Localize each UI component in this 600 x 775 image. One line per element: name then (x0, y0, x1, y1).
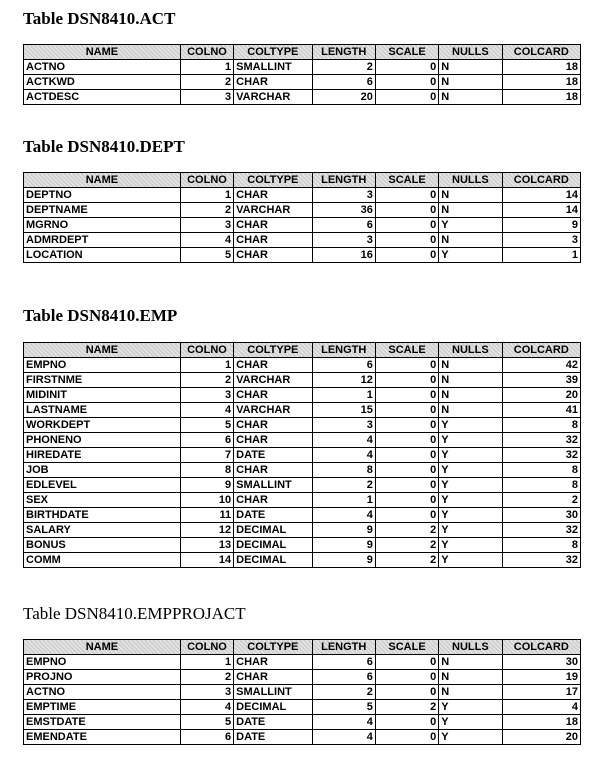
colcard-cell: 42 (502, 358, 580, 373)
column-header-colcard: COLCARD (502, 343, 580, 358)
colno-cell: 7 (180, 448, 233, 463)
colno-cell: 4 (180, 233, 233, 248)
scale-cell: 0 (375, 685, 438, 700)
coltype-cell: CHAR (234, 233, 312, 248)
scale-cell: 0 (375, 448, 438, 463)
colcard-cell: 17 (502, 685, 580, 700)
length-cell: 3 (312, 418, 375, 433)
length-cell: 15 (312, 403, 375, 418)
colcard-cell: 9 (502, 218, 580, 233)
column-header-coltype: COLTYPE (234, 640, 312, 655)
table-row (24, 508, 581, 523)
table-row (24, 523, 581, 538)
name-cell: EMENDATE (24, 730, 181, 745)
catalog-table-emp (23, 342, 581, 568)
colcard-cell: 18 (502, 60, 580, 75)
colno-cell: 11 (180, 508, 233, 523)
nulls-cell: Y (439, 478, 502, 493)
table-row (24, 433, 581, 448)
coltype-cell: SMALLINT (234, 478, 312, 493)
column-header-coltype: COLTYPE (234, 173, 312, 188)
name-cell: MIDINIT (24, 388, 181, 403)
name-cell: BIRTHDATE (24, 508, 181, 523)
length-cell: 2 (312, 60, 375, 75)
column-header-length: LENGTH (312, 343, 375, 358)
colno-cell: 3 (180, 685, 233, 700)
colcard-cell: 14 (502, 203, 580, 218)
colcard-cell: 8 (502, 418, 580, 433)
coltype-cell: CHAR (234, 75, 312, 90)
colcard-cell: 2 (502, 493, 580, 508)
length-cell: 6 (312, 358, 375, 373)
column-header-colcard: COLCARD (502, 640, 580, 655)
name-cell: DEPTNAME (24, 203, 181, 218)
scale-cell: 0 (375, 388, 438, 403)
table-row (24, 730, 581, 745)
colno-cell: 1 (180, 60, 233, 75)
colcard-cell: 19 (502, 670, 580, 685)
colno-cell: 6 (180, 433, 233, 448)
column-header-scale: SCALE (375, 45, 438, 60)
table-row (24, 60, 581, 75)
colno-cell: 5 (180, 248, 233, 263)
colno-cell: 1 (180, 358, 233, 373)
colno-cell: 5 (180, 418, 233, 433)
column-header-name: NAME (24, 45, 181, 60)
column-header-length: LENGTH (312, 45, 375, 60)
length-cell: 2 (312, 685, 375, 700)
column-header-colno: COLNO (180, 640, 233, 655)
header-row (24, 173, 581, 188)
column-header-colno: COLNO (180, 45, 233, 60)
coltype-cell: CHAR (234, 358, 312, 373)
scale-cell: 0 (375, 75, 438, 90)
coltype-cell: DATE (234, 730, 312, 745)
table-row (24, 218, 581, 233)
length-cell: 4 (312, 433, 375, 448)
column-header-nulls: NULLS (439, 640, 502, 655)
nulls-cell: N (439, 90, 502, 105)
nulls-cell: Y (439, 715, 502, 730)
colcard-cell: 32 (502, 523, 580, 538)
table-row (24, 403, 581, 418)
length-cell: 4 (312, 448, 375, 463)
scale-cell: 2 (375, 700, 438, 715)
coltype-cell: CHAR (234, 493, 312, 508)
length-cell: 9 (312, 538, 375, 553)
table-row (24, 203, 581, 218)
colcard-cell: 18 (502, 715, 580, 730)
length-cell: 8 (312, 463, 375, 478)
header-row (24, 640, 581, 655)
nulls-cell: Y (439, 448, 502, 463)
column-header-nulls: NULLS (439, 173, 502, 188)
name-cell: MGRNO (24, 218, 181, 233)
length-cell: 6 (312, 670, 375, 685)
nulls-cell: N (439, 233, 502, 248)
colno-cell: 10 (180, 493, 233, 508)
colno-cell: 9 (180, 478, 233, 493)
scale-cell: 0 (375, 493, 438, 508)
nulls-cell: N (439, 655, 502, 670)
colcard-cell: 32 (502, 433, 580, 448)
coltype-cell: VARCHAR (234, 403, 312, 418)
table-row (24, 75, 581, 90)
name-cell: EMPNO (24, 358, 181, 373)
scale-cell: 0 (375, 463, 438, 478)
column-header-name: NAME (24, 173, 181, 188)
name-cell: ADMRDEPT (24, 233, 181, 248)
name-cell: LOCATION (24, 248, 181, 263)
colno-cell: 2 (180, 373, 233, 388)
colcard-cell: 1 (502, 248, 580, 263)
length-cell: 5 (312, 700, 375, 715)
name-cell: EMSTDATE (24, 715, 181, 730)
name-cell: FIRSTNME (24, 373, 181, 388)
table-title-dept: Table DSN8410.DEPT (23, 137, 185, 156)
coltype-cell: CHAR (234, 218, 312, 233)
nulls-cell: Y (439, 553, 502, 568)
column-header-length: LENGTH (312, 173, 375, 188)
coltype-cell: CHAR (234, 188, 312, 203)
coltype-cell: CHAR (234, 248, 312, 263)
coltype-cell: DATE (234, 508, 312, 523)
length-cell: 4 (312, 508, 375, 523)
nulls-cell: N (439, 388, 502, 403)
table-row (24, 418, 581, 433)
table-row (24, 463, 581, 478)
name-cell: ACTDESC (24, 90, 181, 105)
column-header-colno: COLNO (180, 343, 233, 358)
name-cell: HIREDATE (24, 448, 181, 463)
column-header-scale: SCALE (375, 640, 438, 655)
colcard-cell: 4 (502, 700, 580, 715)
coltype-cell: CHAR (234, 418, 312, 433)
coltype-cell: VARCHAR (234, 373, 312, 388)
length-cell: 6 (312, 75, 375, 90)
name-cell: PROJNO (24, 670, 181, 685)
colno-cell: 5 (180, 715, 233, 730)
column-header-nulls: NULLS (439, 343, 502, 358)
length-cell: 9 (312, 553, 375, 568)
scale-cell: 0 (375, 248, 438, 263)
colno-cell: 2 (180, 203, 233, 218)
nulls-cell: N (439, 60, 502, 75)
name-cell: SEX (24, 493, 181, 508)
colno-cell: 12 (180, 523, 233, 538)
nulls-cell: N (439, 403, 502, 418)
nulls-cell: Y (439, 218, 502, 233)
length-cell: 12 (312, 373, 375, 388)
nulls-cell: Y (439, 700, 502, 715)
length-cell: 36 (312, 203, 375, 218)
coltype-cell: DATE (234, 715, 312, 730)
nulls-cell: Y (439, 248, 502, 263)
scale-cell: 0 (375, 730, 438, 745)
nulls-cell: Y (439, 508, 502, 523)
column-header-coltype: COLTYPE (234, 45, 312, 60)
table-row (24, 233, 581, 248)
colcard-cell: 3 (502, 233, 580, 248)
name-cell: ACTKWD (24, 75, 181, 90)
colno-cell: 3 (180, 90, 233, 105)
name-cell: SALARY (24, 523, 181, 538)
nulls-cell: Y (439, 730, 502, 745)
column-header-length: LENGTH (312, 640, 375, 655)
colno-cell: 1 (180, 655, 233, 670)
colno-cell: 13 (180, 538, 233, 553)
coltype-cell: DATE (234, 448, 312, 463)
colcard-cell: 32 (502, 553, 580, 568)
scale-cell: 2 (375, 523, 438, 538)
name-cell: LASTNAME (24, 403, 181, 418)
name-cell: DEPTNO (24, 188, 181, 203)
column-header-colno: COLNO (180, 173, 233, 188)
length-cell: 3 (312, 233, 375, 248)
column-header-scale: SCALE (375, 343, 438, 358)
length-cell: 16 (312, 248, 375, 263)
column-header-name: NAME (24, 343, 181, 358)
nulls-cell: N (439, 358, 502, 373)
coltype-cell: CHAR (234, 433, 312, 448)
length-cell: 20 (312, 90, 375, 105)
table-row (24, 685, 581, 700)
catalog-table-act (23, 44, 581, 105)
table-row (24, 478, 581, 493)
colcard-cell: 41 (502, 403, 580, 418)
table-title-act: Table DSN8410.ACT (23, 9, 176, 28)
header-row (24, 45, 581, 60)
coltype-cell: CHAR (234, 670, 312, 685)
table-row (24, 248, 581, 263)
table-row (24, 670, 581, 685)
table-row (24, 448, 581, 463)
coltype-cell: VARCHAR (234, 203, 312, 218)
scale-cell: 0 (375, 60, 438, 75)
colno-cell: 4 (180, 700, 233, 715)
nulls-cell: N (439, 373, 502, 388)
colcard-cell: 8 (502, 478, 580, 493)
name-cell: PHONENO (24, 433, 181, 448)
coltype-cell: SMALLINT (234, 685, 312, 700)
coltype-cell: VARCHAR (234, 90, 312, 105)
scale-cell: 0 (375, 233, 438, 248)
scale-cell: 0 (375, 655, 438, 670)
table-row (24, 538, 581, 553)
length-cell: 6 (312, 218, 375, 233)
column-header-colcard: COLCARD (502, 45, 580, 60)
scale-cell: 0 (375, 358, 438, 373)
colcard-cell: 32 (502, 448, 580, 463)
table-row (24, 700, 581, 715)
scale-cell: 2 (375, 553, 438, 568)
table-row (24, 493, 581, 508)
column-header-scale: SCALE (375, 173, 438, 188)
nulls-cell: Y (439, 493, 502, 508)
nulls-cell: Y (439, 418, 502, 433)
coltype-cell: CHAR (234, 388, 312, 403)
table-title-empprojact: Table DSN8410.EMPPROJACT (23, 604, 246, 623)
nulls-cell: Y (439, 463, 502, 478)
table-row (24, 373, 581, 388)
colno-cell: 4 (180, 403, 233, 418)
coltype-cell: DECIMAL (234, 538, 312, 553)
table-row (24, 358, 581, 373)
scale-cell: 0 (375, 715, 438, 730)
scale-cell: 0 (375, 508, 438, 523)
length-cell: 1 (312, 388, 375, 403)
scale-cell: 0 (375, 403, 438, 418)
colno-cell: 2 (180, 75, 233, 90)
scale-cell: 2 (375, 538, 438, 553)
name-cell: BONUS (24, 538, 181, 553)
column-header-nulls: NULLS (439, 45, 502, 60)
length-cell: 9 (312, 523, 375, 538)
catalog-table-empprojact (23, 639, 581, 745)
name-cell: JOB (24, 463, 181, 478)
name-cell: EMPNO (24, 655, 181, 670)
table-row (24, 715, 581, 730)
colno-cell: 14 (180, 553, 233, 568)
scale-cell: 0 (375, 188, 438, 203)
column-header-name: NAME (24, 640, 181, 655)
colcard-cell: 18 (502, 90, 580, 105)
nulls-cell: N (439, 203, 502, 218)
nulls-cell: Y (439, 538, 502, 553)
header-row (24, 343, 581, 358)
scale-cell: 0 (375, 433, 438, 448)
colno-cell: 8 (180, 463, 233, 478)
colcard-cell: 39 (502, 373, 580, 388)
table-row (24, 388, 581, 403)
catalog-table-dept (23, 172, 581, 263)
coltype-cell: DECIMAL (234, 553, 312, 568)
colcard-cell: 8 (502, 463, 580, 478)
nulls-cell: N (439, 188, 502, 203)
scale-cell: 0 (375, 478, 438, 493)
name-cell: COMM (24, 553, 181, 568)
nulls-cell: Y (439, 433, 502, 448)
colno-cell: 3 (180, 218, 233, 233)
nulls-cell: N (439, 75, 502, 90)
table-row (24, 553, 581, 568)
table-row (24, 90, 581, 105)
length-cell: 3 (312, 188, 375, 203)
colno-cell: 1 (180, 188, 233, 203)
colcard-cell: 30 (502, 655, 580, 670)
length-cell: 6 (312, 655, 375, 670)
coltype-cell: SMALLINT (234, 60, 312, 75)
scale-cell: 0 (375, 203, 438, 218)
table-row (24, 655, 581, 670)
colcard-cell: 8 (502, 538, 580, 553)
length-cell: 4 (312, 715, 375, 730)
colcard-cell: 14 (502, 188, 580, 203)
column-header-coltype: COLTYPE (234, 343, 312, 358)
coltype-cell: DECIMAL (234, 523, 312, 538)
name-cell: ACTNO (24, 685, 181, 700)
nulls-cell: N (439, 685, 502, 700)
length-cell: 1 (312, 493, 375, 508)
length-cell: 2 (312, 478, 375, 493)
colno-cell: 2 (180, 670, 233, 685)
name-cell: ACTNO (24, 60, 181, 75)
colcard-cell: 20 (502, 730, 580, 745)
colcard-cell: 20 (502, 388, 580, 403)
scale-cell: 0 (375, 670, 438, 685)
scale-cell: 0 (375, 90, 438, 105)
scale-cell: 0 (375, 218, 438, 233)
scale-cell: 0 (375, 418, 438, 433)
coltype-cell: DECIMAL (234, 700, 312, 715)
nulls-cell: N (439, 670, 502, 685)
coltype-cell: CHAR (234, 463, 312, 478)
coltype-cell: CHAR (234, 655, 312, 670)
length-cell: 4 (312, 730, 375, 745)
name-cell: WORKDEPT (24, 418, 181, 433)
nulls-cell: Y (439, 523, 502, 538)
name-cell: EMPTIME (24, 700, 181, 715)
colcard-cell: 18 (502, 75, 580, 90)
column-header-colcard: COLCARD (502, 173, 580, 188)
colno-cell: 3 (180, 388, 233, 403)
colno-cell: 6 (180, 730, 233, 745)
scale-cell: 0 (375, 373, 438, 388)
name-cell: EDLEVEL (24, 478, 181, 493)
table-title-emp: Table DSN8410.EMP (23, 306, 178, 325)
colcard-cell: 30 (502, 508, 580, 523)
table-row (24, 188, 581, 203)
